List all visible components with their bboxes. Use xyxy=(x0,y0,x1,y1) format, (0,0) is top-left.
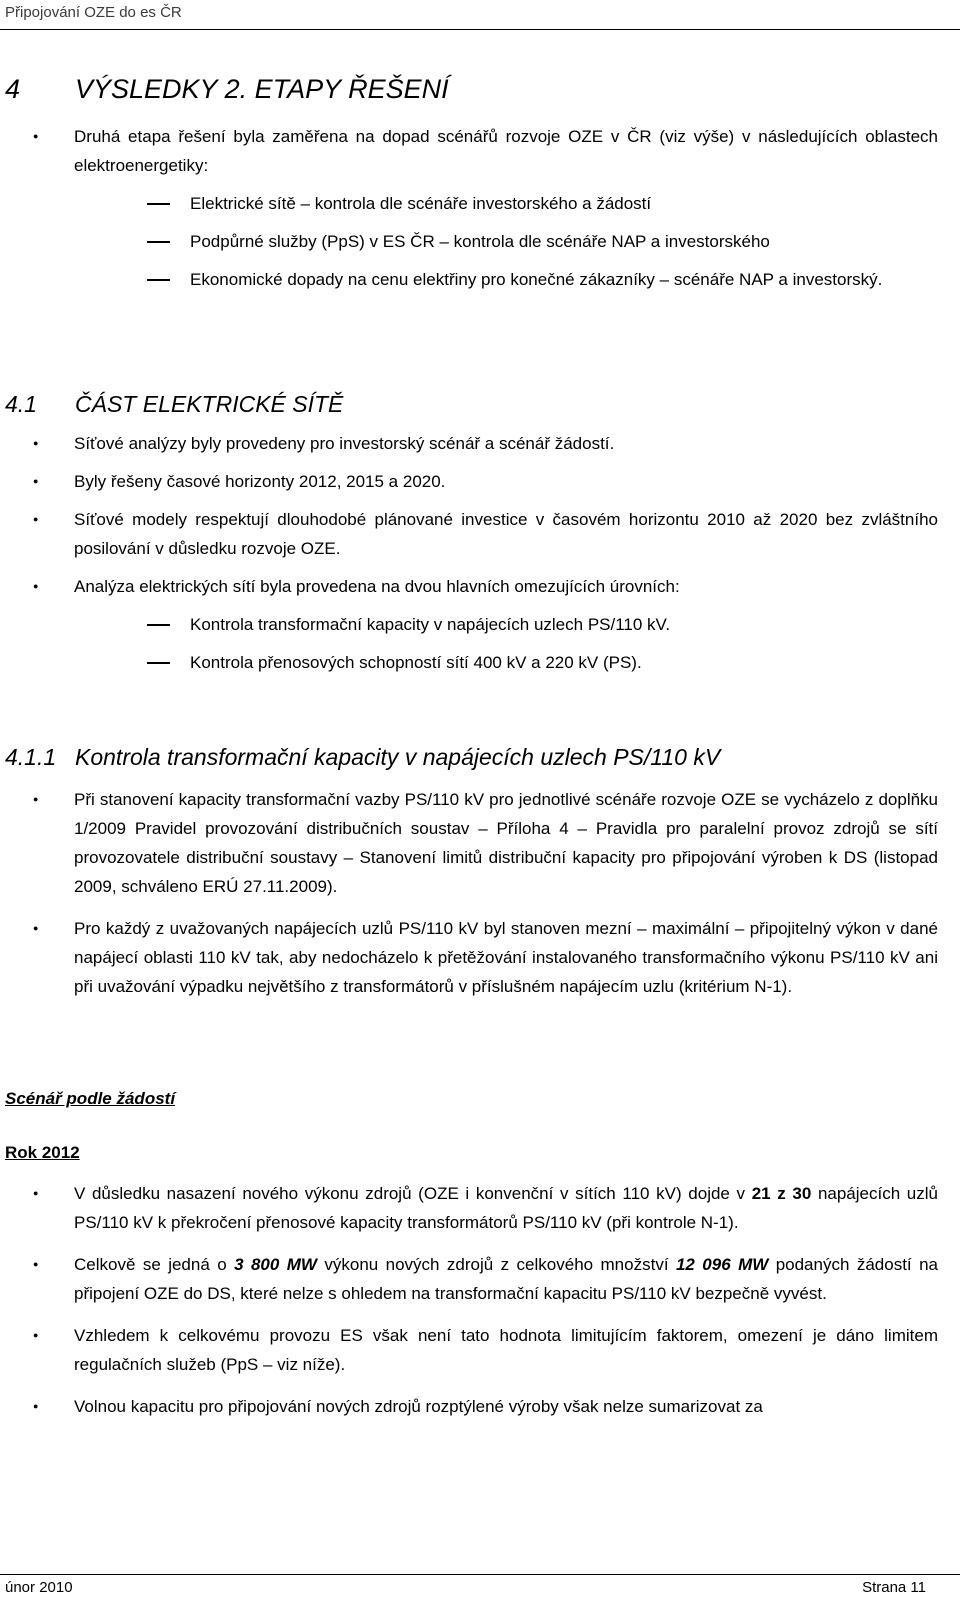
capacity-block xyxy=(0,785,960,1001)
heading-number: 4.1 xyxy=(5,391,37,417)
intro-item: Podpůrné služby (PpS) v ES ČR – kontrola dle scénáře NAP a investorského xyxy=(0,227,960,256)
subheading-scenario: Scénář podle žádostí xyxy=(5,1089,176,1108)
footer-date: únor 2010 xyxy=(5,1579,73,1596)
network-block xyxy=(0,429,960,677)
heading-text: VÝSLEDKY 2. ETAPY ŘEŠENÍ xyxy=(75,74,449,104)
bullet-paragraph: ● Vzhledem k celkovému provozu ES však není tato hodnota limitujícím faktorem, omezení je dáno limitem regulačních služeb (PpS – viz níže). xyxy=(0,1321,960,1379)
bold-value: 3 800 MW xyxy=(234,1255,317,1274)
text-run: výkonu nových zdrojů z celkového množství xyxy=(316,1255,676,1274)
bullet-paragraph xyxy=(0,1179,960,1237)
year-2012-block xyxy=(0,1179,960,1421)
bold-value: 12 096 MW xyxy=(675,1255,769,1274)
heading-4-1 xyxy=(5,391,343,418)
analysis-item: Kontrola přenosových schopností sítí 400 kV a 220 kV (PS). xyxy=(0,648,960,677)
text-run: V důsledku nasazení nového výkonu zdrojů (OZE i konvenční v sítích 110 kV) dojde v xyxy=(74,1184,752,1203)
heading-4-1-1 xyxy=(5,744,720,771)
footer-rule xyxy=(0,1574,960,1575)
running-header: Připojování OZE do es ČR xyxy=(5,4,182,21)
intro-item: Elektrické sítě – kontrola dle scénáře investorského a žádostí xyxy=(0,189,960,218)
bullet-paragraph: ● Při stanovení kapacity transformační vazby PS/110 kV pro jednotlivé scénáře rozvoje OZE se vycházelo z doplňku 1/2009 Pravidel provozování distribučních soustav – Příloha 4 – Pravidla pro paralelní provoz zdrojů se sítí provozovatele distribuční soustavy – Stanovení limitů distribuční kapacity pro připojování výroben k DS (listopad 2009, schváleno ERÚ 27.11.2009). xyxy=(0,785,960,901)
heading-4 xyxy=(5,74,449,105)
intro-block xyxy=(0,122,960,294)
subheading-year: Rok 2012 xyxy=(5,1143,80,1162)
heading-text: ČÁST ELEKTRICKÉ SÍTĚ xyxy=(75,391,344,417)
heading-number: 4 xyxy=(5,74,21,104)
bullet-paragraph: ● Síťové analýzy byly provedeny pro investorský scénář a scénář žádostí. xyxy=(0,429,960,458)
bullet-paragraph: ● Síťové modely respektují dlouhodobé plánované investice v časovém horizontu 2010 až 2020 bez zvláštního posilování v důsledku rozvoje OZE. xyxy=(0,505,960,563)
text-run: Celkově se jedná o xyxy=(74,1255,235,1274)
heading-text: Kontrola transformační kapacity v napájecích uzlech PS/110 kV xyxy=(75,744,721,770)
header-rule xyxy=(0,29,960,30)
text-run: napájecích uzlů PS/110 kV k překročení přenosové kapacity transformátorů PS/110 kV (při kontrole N-1). xyxy=(74,1184,938,1232)
intro-item: Ekonomické dopady na cenu elektřiny pro konečné zákazníky – scénáře NAP a investorský. xyxy=(0,265,960,294)
heading-number: 4.1.1 xyxy=(5,744,57,770)
bullet-paragraph: ● Volnou kapacitu pro připojování nových zdrojů rozptýlené výroby však nelze sumarizovat za xyxy=(0,1392,960,1421)
analysis-item: Kontrola transformační kapacity v napájecích uzlech PS/110 kV. xyxy=(0,610,960,639)
bullet-paragraph xyxy=(0,1250,960,1308)
bullet-paragraph: ● Byly řešeny časové horizonty 2012, 2015 a 2020. xyxy=(0,467,960,496)
bullet-paragraph: ● Pro každý z uvažovaných napájecích uzlů PS/110 kV byl stanoven mezní – maximální – připojitelný výkon v dané napájecí oblasti 110 kV tak, aby nedocházelo k přetěžování instalovaného transformačního výkonu PS/110 kV ani při uvažování výpadku největšího z transformátorů v příslušném napájecím uzlu (kritérium N-1). xyxy=(0,914,960,1001)
bold-value: 21 z 30 xyxy=(751,1184,812,1203)
bullet-paragraph: ● Analýza elektrických sítí byla provedena na dvou hlavních omezujících úrovních: xyxy=(0,572,960,601)
text-run: podaných žádostí na připojení OZE do DS, které nelze s ohledem na transformační kapacitu PS/110 kV bezpečně vyvést. xyxy=(74,1255,938,1303)
footer-page-number: Strana 11 xyxy=(862,1579,926,1596)
intro-paragraph: ● Druhá etapa řešení byla zaměřena na dopad scénářů rozvoje OZE v ČR (viz výše) v následujících oblastech elektroenergetiky: xyxy=(0,122,960,180)
